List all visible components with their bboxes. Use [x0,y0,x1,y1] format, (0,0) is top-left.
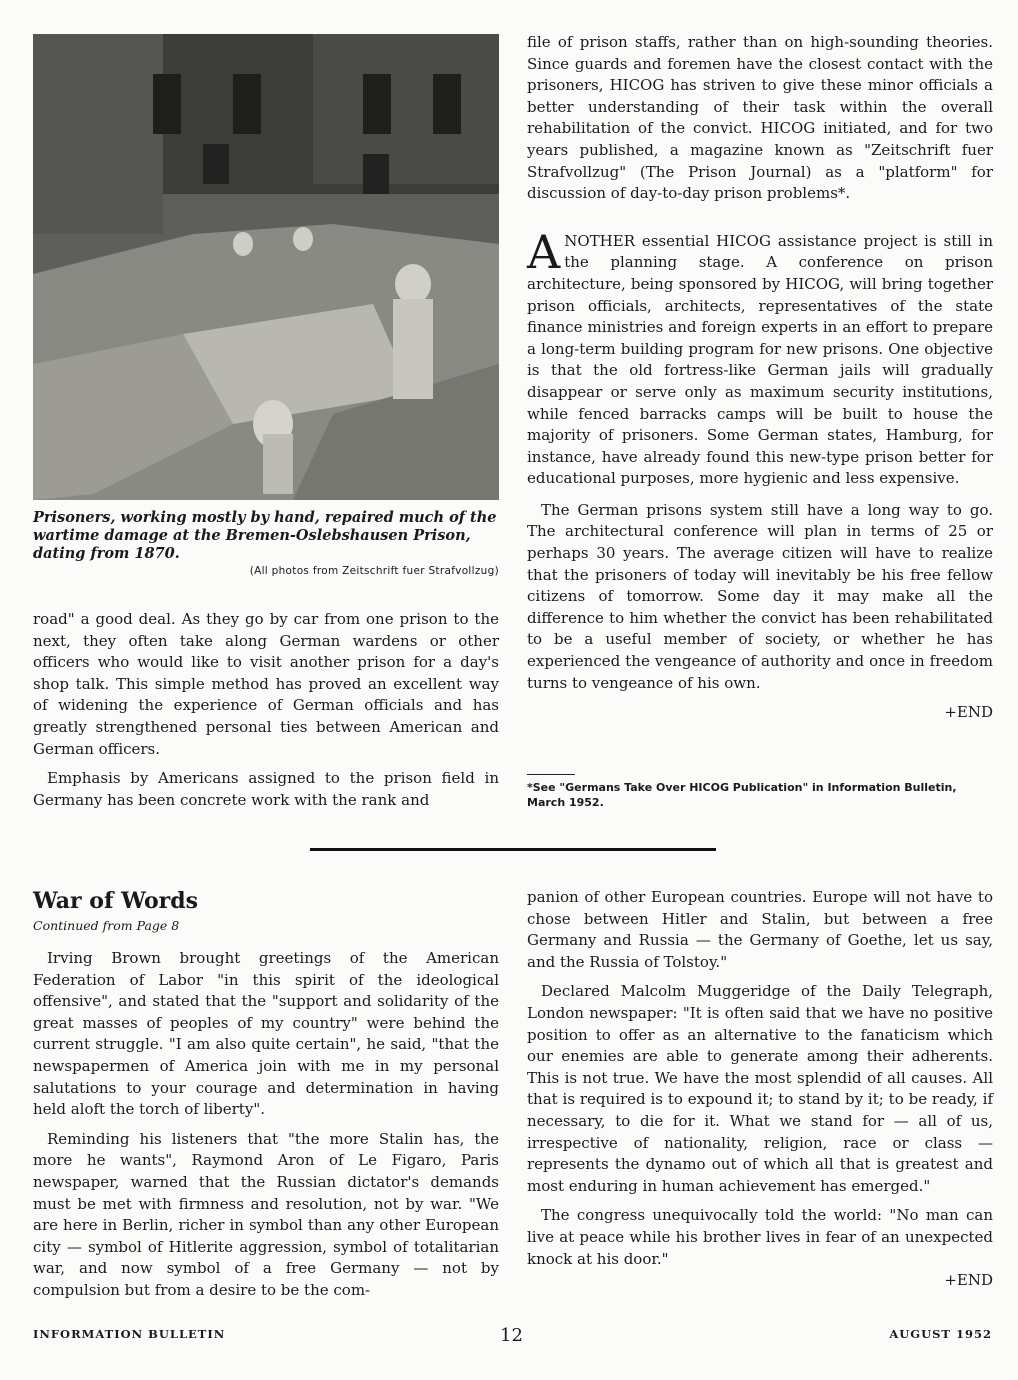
photo-illustration [33,34,499,500]
article2-right-column [527,887,993,1300]
photo-credit: (All photos from Zeitschrift fuer Strafvollzug) [249,565,499,577]
footnote-rule [527,774,575,775]
paragraph: The congress unequivocally told the world: "No man can live at peace while his brother lives in fear of an unexpected knock at his door." [527,1206,993,1268]
paragraph: Emphasis by Americans assigned to the prison field in Germany has been concrete work with the rank and [33,769,499,809]
article2-left-column [33,948,499,1310]
section-divider [310,848,716,851]
paragraph-dropcap [527,224,993,490]
paragraph: The German prisons system still have a long way to go. The architectural conference will plan in terms of 25 or perhaps 30 years. The average citizen will have to realize that the prisoners of today will inevitably be his free fellow citizens of tomorrow. Some day it may make all the difference to him whether the convict has been rehabilitated to be a useful member of society, or whether he has experienced the vengeance of authority and once in freedom turns to vengeance of his own. [527,500,993,692]
drop-cap: A [527,224,561,279]
paragraph-text: NOTHER essential HICOG assistance project is still in the planning stage. A conference on prison architecture, being sponsored by HICOG, will bring together prison officials, architects, representatives of the state finance ministries and foreign experts in an effort to prepare a long-term building program for new prisons. One objective is that the old fortress-like German jails will gradually disappear or serve only as maximum security institutions, while fenced barracks camps will be built to house the majority of prisoners. Some German states, Hamburg, for instance, have already found this new-type prison better for educational purposes, more hygienic and less expensive. [527,231,993,488]
prison-photo [33,34,499,500]
page-number: 12 [500,1325,523,1346]
article-title: War of Words [33,888,199,914]
paragraph: file of prison staffs, rather than on high-sounding theories. Since guards and foremen have the closest contact with the prisoners, HICOG has striven to give these minor officials a better understanding of their task within the overall rehabilitation of the convict. HICOG initiated, and for two years published, a magazine known as "Zeitschrift fuer Strafvollzug" (The Prison Journal) as a "platform" for discussion of day-to-day prison problems*. [527,33,993,203]
paragraph: Declared Malcolm Muggeridge of the Daily Telegraph, London newspaper: "It is often said that we have no positive position to offer as an alternative to the fanaticism which our enemies are able to generate among their adherents. This is not true. We have the most splendid of all causes. All that is required is to expound it; to stand by it; to be ready, if necessary, to die for it. What we stand for — all of us, irrespective of nationality, religion, race or class — represents the dynamo out of which all that is greatest and most enduring in human achievement has emerged." [527,982,993,1195]
article1-left-column [33,609,499,819]
article1-right-column [527,32,993,732]
continued-note: Continued from Page 8 [33,918,180,933]
photo-caption: Prisoners, working mostly by hand, repaired much of the wartime damage at the Bremen-Oslebshausen Prison, dating from 1870. [33,509,497,562]
end-mark: +END [944,703,993,722]
footer-publication: INFORMATION BULLETIN [33,1327,226,1341]
paragraph: Irving Brown brought greetings of the American Federation of Labor "in this spirit of the ideological offensive", and stated that the "support and solidarity of the great masses of peoples of my country" were behind the current struggle. "I am also quite certain", he said, "that the newspapermen of America join with me in my personal salutations to your courage and determination in having held aloft the torch of liberty". [33,949,499,1119]
end-mark: +END [944,1271,993,1290]
footer-date: AUGUST 1952 [889,1327,992,1341]
paragraph: Reminding his listeners that "the more Stalin has, the more he wants", Raymond Aron of Le Figaro, Paris newspaper, warned that the Russian dictator's demands must be met with firmness and resolution, not by war. "We are here in Berlin, richer in symbol than any other European city — symbol of Hitlerite aggression, symbol of totalitarian war, and now symbol of a free Germany — not by compulsion but from a desire to be the com- [33,1129,499,1299]
paragraph: road" a good deal. As they go by car from one prison to the next, they often take along German wardens or other officers who would like to visit another prison for a day's shop talk. This simple method has proved an excellent way of widening the experience of German officials and has greatly strengthened personal ties between American and German officers. [33,610,499,758]
paragraph: panion of other European countries. Europe will not have to chose between Hitler and Stalin, but between a free Germany and Russia — the Germany of Goethe, let us say, and the Russia of Tolstoy." [527,888,993,971]
footnote: *See "Germans Take Over HICOG Publication" in Information Bulletin, March 1952. [527,781,957,809]
